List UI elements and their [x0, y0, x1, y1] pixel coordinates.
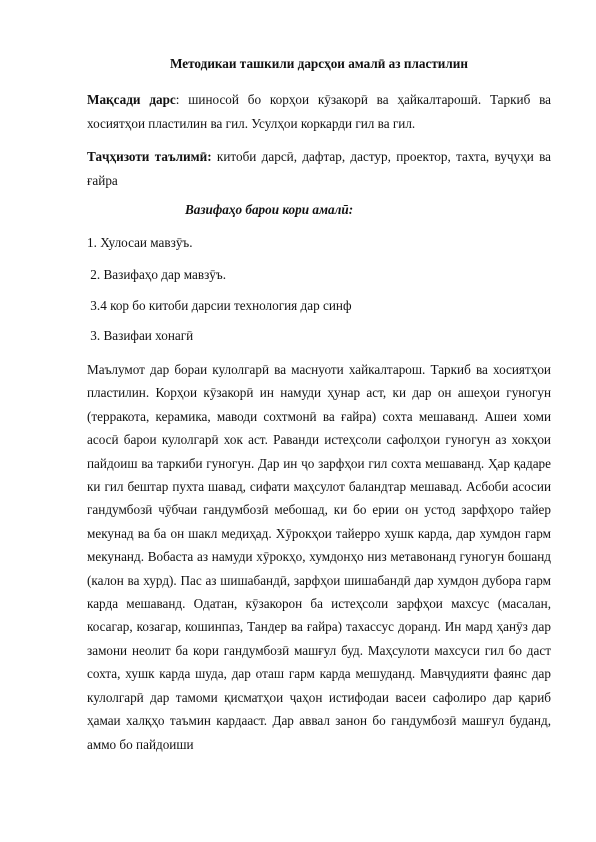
- task-item: 3.4 кор бо китоби дарсии технология дар синф: [87, 298, 352, 313]
- teaching-equipment: [87, 145, 551, 192]
- teaching-equipment-text: китоби дарсӣ, дафтар, дастур, проектор, тахта, вуҷуҳи ва ғайра: [87, 149, 551, 188]
- lesson-goal: [87, 88, 551, 135]
- document-title: Методикаи ташкили дарсҳои амалӣ аз пластилин: [170, 56, 468, 71]
- task-item: 2. Вазифаҳо дар мавзӯъ.: [87, 267, 226, 282]
- teaching-equipment-label: Таҷҳизоти таълимӣ:: [87, 149, 212, 164]
- task-item: 3. Вазифаи хонагӣ: [87, 328, 194, 343]
- lesson-goal-label: Мақсади дарс: [87, 92, 176, 107]
- body-paragraph: Маълумот дар бораи кулолгарӣ ва маснуоти хайкалтарош. Таркиб ва хосиятҳои пластилин. Корҳои кӯзакорӣ ин намуди ҳунар аст, ки дар он ашеҳои гуногун (терракота, керамика, маводи сохтмонӣ ва ғайра) сохта мешаванд. Ашеи хоми асосӣ барои кулолгарӣ хок аст. Раванди истеҳсоли сафолҳои гуногун аз хокҳои пайдоиш ва таркиби гуногун. Дар ин ҷо зарфҳои гил сохта мешаванд. Ҳар қадаре ки гил бештар пухта шавад, сифати маҳсулот баландтар мешавад. Асбоби асосии гандумбозӣ чӯбчаи гандумбозӣ мебошад, ки бо ерии он устод зарфҳоро тайер мекунад ва ба он шакл медиҳад. Хӯрокҳои тайерро хушк карда, дар хумдон гарм мекунанд. Вобаста аз намуди хӯрокҳо, хумдонҳо низ метавонанд гуногун бошанд (калон ва хурд). Пас аз шишабандӣ, зарфҳои шишабандӣ дар хумдон дубора гарм карда мешаванд. Одатан, кӯзакорон ба истеҳсоли зарфҳои махсус (масалан, косагар, козагар, кошинпаз, Тандер ва ғайра) тахассус доранд. Ин мард ҳанӯз дар замони неолит ба кори гандумбозӣ машғул буд. Маҳсулоти махсуси гил бо даст сохта, хушк карда шуда, дар оташ гарм карда мешуданд. Мавҷудияти фаянс дар кулолгарӣ дар тамоми қисматҳои ҷаҳон истифодаи васеи сафолиро дар қариб ҳамаи халқҳо таъмин кардааст. Дар аввал занон бо гандумбозӣ машғул буданд, аммо бо пайдоиши: [87, 362, 551, 752]
- tasks-heading: Вазифаҳо барои кори амалӣ:: [185, 202, 354, 217]
- lesson-goal-text: : шиносой бо корҳои кӯзакорӣ ва ҳайкалтарошӣ. Таркиб ва хосиятҳои пластилин ва гил. Усулҳои коркарди гил ва гил.: [87, 92, 551, 131]
- task-item: 1. Хулосаи мавзӯъ.: [87, 235, 193, 250]
